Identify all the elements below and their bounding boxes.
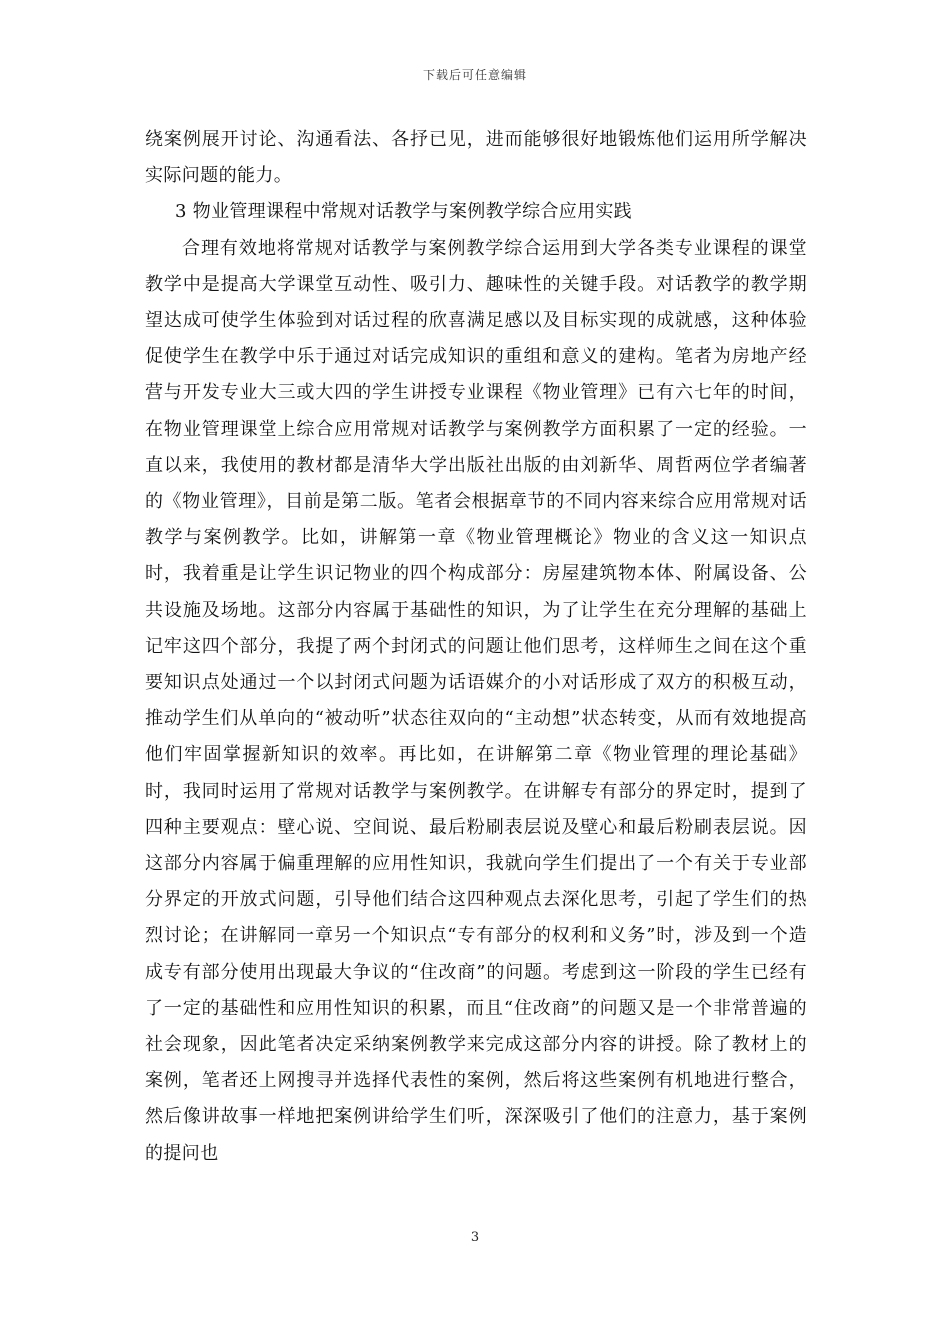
body-content xyxy=(145,122,807,1172)
paragraph-2: 合理有效地将常规对话教学与案例教学综合运用到大学各类专业课程的课堂教学中是提高大学课堂互动性、吸引力、趣味性的关键手段。对话教学的教学期望达成可使学生体验到对话过程的欣喜满足感以及目标实现的成就感，这种体验促使学生在教学中乐于通过对话完成知识的重组和意义的建构。笔者为房地产经营与开发专业大三或大四的学生讲授专业课程《物业管理》已有六七年的时间，在物业管理课堂上综合应用常规对话教学与案例教学方面积累了一定的经验。一直以来，我使用的教材都是清华大学出版社出版的由刘新华、周哲两位学者编著的《物业管理》，目前是第二版。笔者会根据章节的不同内容来综合应用常规对话教学与案例教学。比如，讲解第一章《物业管理概论》物业的含义这一知识点时，我着重是让学生识记物业的四个构成部分：房屋建筑物本体、附属设备、公共设施及场地。这部分内容属于基础性的知识，为了让学生在充分理解的基础上记牢这四个部分，我提了两个封闭式的问题让他们思考，这样师生之间在这个重要知识点处通过一个以封闭式问题为话语媒介的小对话形成了双方的积极互动，推动学生们从单向的“被动听”状态往双向的“主动想”状态转变，从而有效地提高他们牢固掌握新知识的效率。再比如，在讲解第二章《物业管理的理论基础》时，我同时运用了常规对话教学与案例教学。在讲解专有部分的界定时，提到了四种主要观点：壁心说、空间说、最后粉刷表层说及壁心和最后粉刷表层说。因这部分内容属于偏重理解的应用性知识，我就向学生们提出了一个有关于专业部分界定的开放式问题，引导他们结合这四种观点去深化思考，引起了学生们的热烈讨论；在讲解同一章另一个知识点“专有部分的权利和义务”时，涉及到一个造成专有部分使用出现最大争议的“住改商”的问题。考虑到这一阶段的学生已经有了一定的基础性和应用性知识的积累，而且“住改商”的问题又是一个非常普遍的社会现象，因此笔者决定采纳案例教学来完成这部分内容的讲授。除了教材上的案例，笔者还上网搜寻并选择代表性的案例，然后将这些案例有机地进行整合，然后像讲故事一样地把案例讲给学生们听，深深吸引了他们的注意力，基于案例的提问也 xyxy=(145,237,807,1164)
page-header: 下载后可任意编辑 xyxy=(422,68,527,82)
paragraph-1: 绕案例展开讨论、沟通看法、各抒已见，进而能够很好地锻炼他们运用所学解决实际问题的能力。 xyxy=(145,129,807,187)
section-heading: 3 物业管理课程中常规对话教学与案例教学综合应用实践 xyxy=(175,201,632,223)
page-number: 3 xyxy=(470,1230,480,1245)
